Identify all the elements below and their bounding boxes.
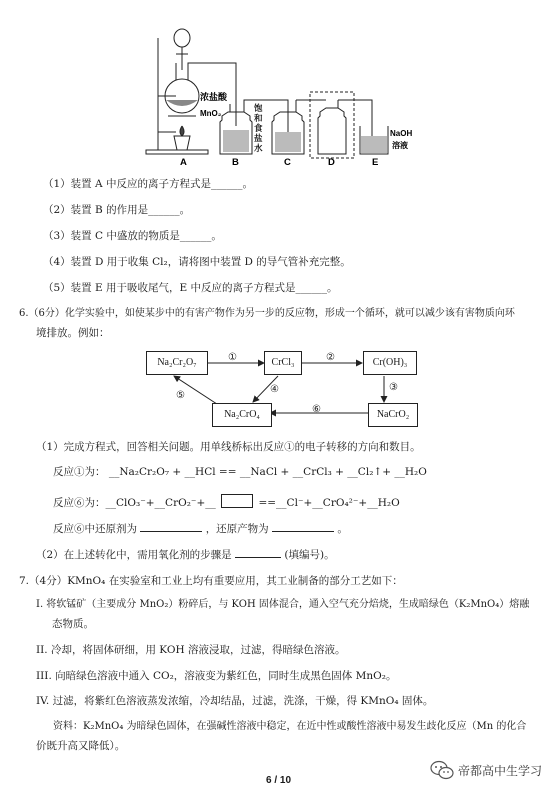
step-label-6: ⑥ <box>312 404 321 415</box>
step-label-3: ③ <box>389 382 398 393</box>
bottle-d <box>318 108 346 154</box>
oxidant-end: 。 <box>337 523 348 535</box>
reduction-product-label: ，还原产物为 <box>205 523 269 535</box>
sub2-tail: (填编号)。 <box>284 549 335 561</box>
bottle-d-frame <box>310 92 354 158</box>
q6-oxidant-line <box>53 520 348 536</box>
page-number: 6 / 10 <box>266 775 292 786</box>
watermark <box>430 760 542 780</box>
q7-step-1a: I. 将软锰矿（主要成分 MnO₂）粉碎后，与 KOH 固体混合，通入空气充分焙烧，生成暗绿色（K₂MnO₄）熔融 <box>36 599 530 610</box>
step-label-4: ④ <box>270 384 279 395</box>
reagent-mno2: MnO₂ <box>200 109 222 118</box>
reagent-hcl: 浓盐酸 <box>200 93 228 103</box>
q6-sub-2 <box>36 546 335 562</box>
eq6-blank-box[interactable] <box>221 494 253 508</box>
apparatus-label-b: B <box>232 157 239 168</box>
watermark-text: 帝都高中生学习 <box>458 763 543 778</box>
reagent-naoh-2: 溶液 <box>392 141 408 150</box>
compound-nacro2: NaCrO₂ <box>368 403 418 427</box>
q5-item-2: （2）装置 B 的作用是______。 <box>43 204 191 216</box>
eq6-right: ==__Cl⁻+__CrO₄²⁻+__H₂O <box>258 497 400 509</box>
apparatus-label-d: D <box>328 157 335 168</box>
q6-sub-1: （1）完成方程式，回答相关问题。用单线桥标出反应①的电子转移的方向和数目。 <box>36 441 421 453</box>
apparatus-diagram <box>140 8 430 170</box>
step-label-1: ① <box>228 352 237 363</box>
q7-step-1b: 态物质。 <box>52 618 94 630</box>
q5-item-1: （1）装置 A 中反应的离子方程式是______。 <box>43 178 253 190</box>
compound-crcl3: CrCl₃ <box>264 351 302 375</box>
alcohol-lamp <box>174 136 190 150</box>
compound-croh3: Cr(OH)₃ <box>363 351 417 375</box>
sub2-text: （2）在上述转化中，需用氧化剂的步骤是 <box>36 549 232 561</box>
reducer-blank[interactable] <box>140 520 202 532</box>
wechat-icon <box>430 760 454 780</box>
eq6-left: 反应⑥为：__ClO₃⁻+__CrO₂⁻+__ <box>53 497 216 509</box>
compound-na2cro4: Na₂CrO₄ <box>212 403 272 427</box>
cycle-diagram <box>140 346 425 430</box>
reagent-nacl: 饱和食盐水 <box>254 104 263 154</box>
step-label-5: ⑤ <box>176 390 185 401</box>
apparatus-label-c: C <box>284 157 291 168</box>
q7-note-a: 资料：K₂MnO₄ 为暗绿色固体，在强碱性溶液中稳定，在近中性或酸性溶液中易发生歧化反应（Mn 的化合 <box>53 721 527 732</box>
reagent-naoh-1: NaOH <box>390 129 413 138</box>
q5-item-3: （3）装置 C 中盛放的物质是______。 <box>43 230 222 242</box>
q7-step-2: II. 冷却，将固体研细，用 KOH 溶液浸取，过滤，得暗绿色溶液。 <box>36 644 346 656</box>
reduction-product-blank[interactable] <box>272 520 334 532</box>
q6-eq-6 <box>53 494 400 510</box>
sub2-blank[interactable] <box>235 546 281 558</box>
q6-eq-1: 反应①为： __Na₂Cr₂O₇ + __HCl == __NaCl + __CrCl₃ + __Cl₂↑+ __H₂O <box>53 466 427 478</box>
q7-note-b: 价既升高又降低）。 <box>36 740 126 752</box>
apparatus-label-e: E <box>372 157 379 168</box>
apparatus-label-a: A <box>180 157 187 168</box>
q6-intro-line-2: 境排放。例如： <box>36 327 110 339</box>
dropping-funnel <box>174 29 190 47</box>
q7-intro: 7.（4分）KMnO₄ 在实验室和工业上均有重要应用，其工业制备的部分工艺如下： <box>19 575 403 587</box>
compound-na2cr2o7: Na₂Cr₂O₇ <box>146 351 208 375</box>
stand-base <box>146 150 208 154</box>
q7-step-3: III. 向暗绿色溶液中通入 CO₂，溶液变为紫红色，同时生成黑色固体 MnO₂。 <box>36 670 397 682</box>
q5-item-5: （5）装置 E 用于吸收尾气，E 中反应的离子方程式是______。 <box>43 282 338 294</box>
q7-step-4: IV. 过滤，将紫红色溶液蒸发浓缩，冷却结晶，过滤，洗涤，干燥，得 KMnO₄ 固体。 <box>36 695 434 707</box>
q6-intro-line-1: 6.（6分）化学实验中，如使某步中的有害产物作为另一步的反应物，形成一个循环，就可以减少该有害物质向环 <box>19 308 515 319</box>
apparatus-drawing <box>140 8 430 170</box>
q5-item-4: （4）装置 D 用于收集 Cl₂，请将图中装置 D 的导气管补充完整。 <box>43 256 351 268</box>
reducer-label: 反应⑥中还原剂为 <box>53 523 137 535</box>
step-label-2: ② <box>326 352 335 363</box>
